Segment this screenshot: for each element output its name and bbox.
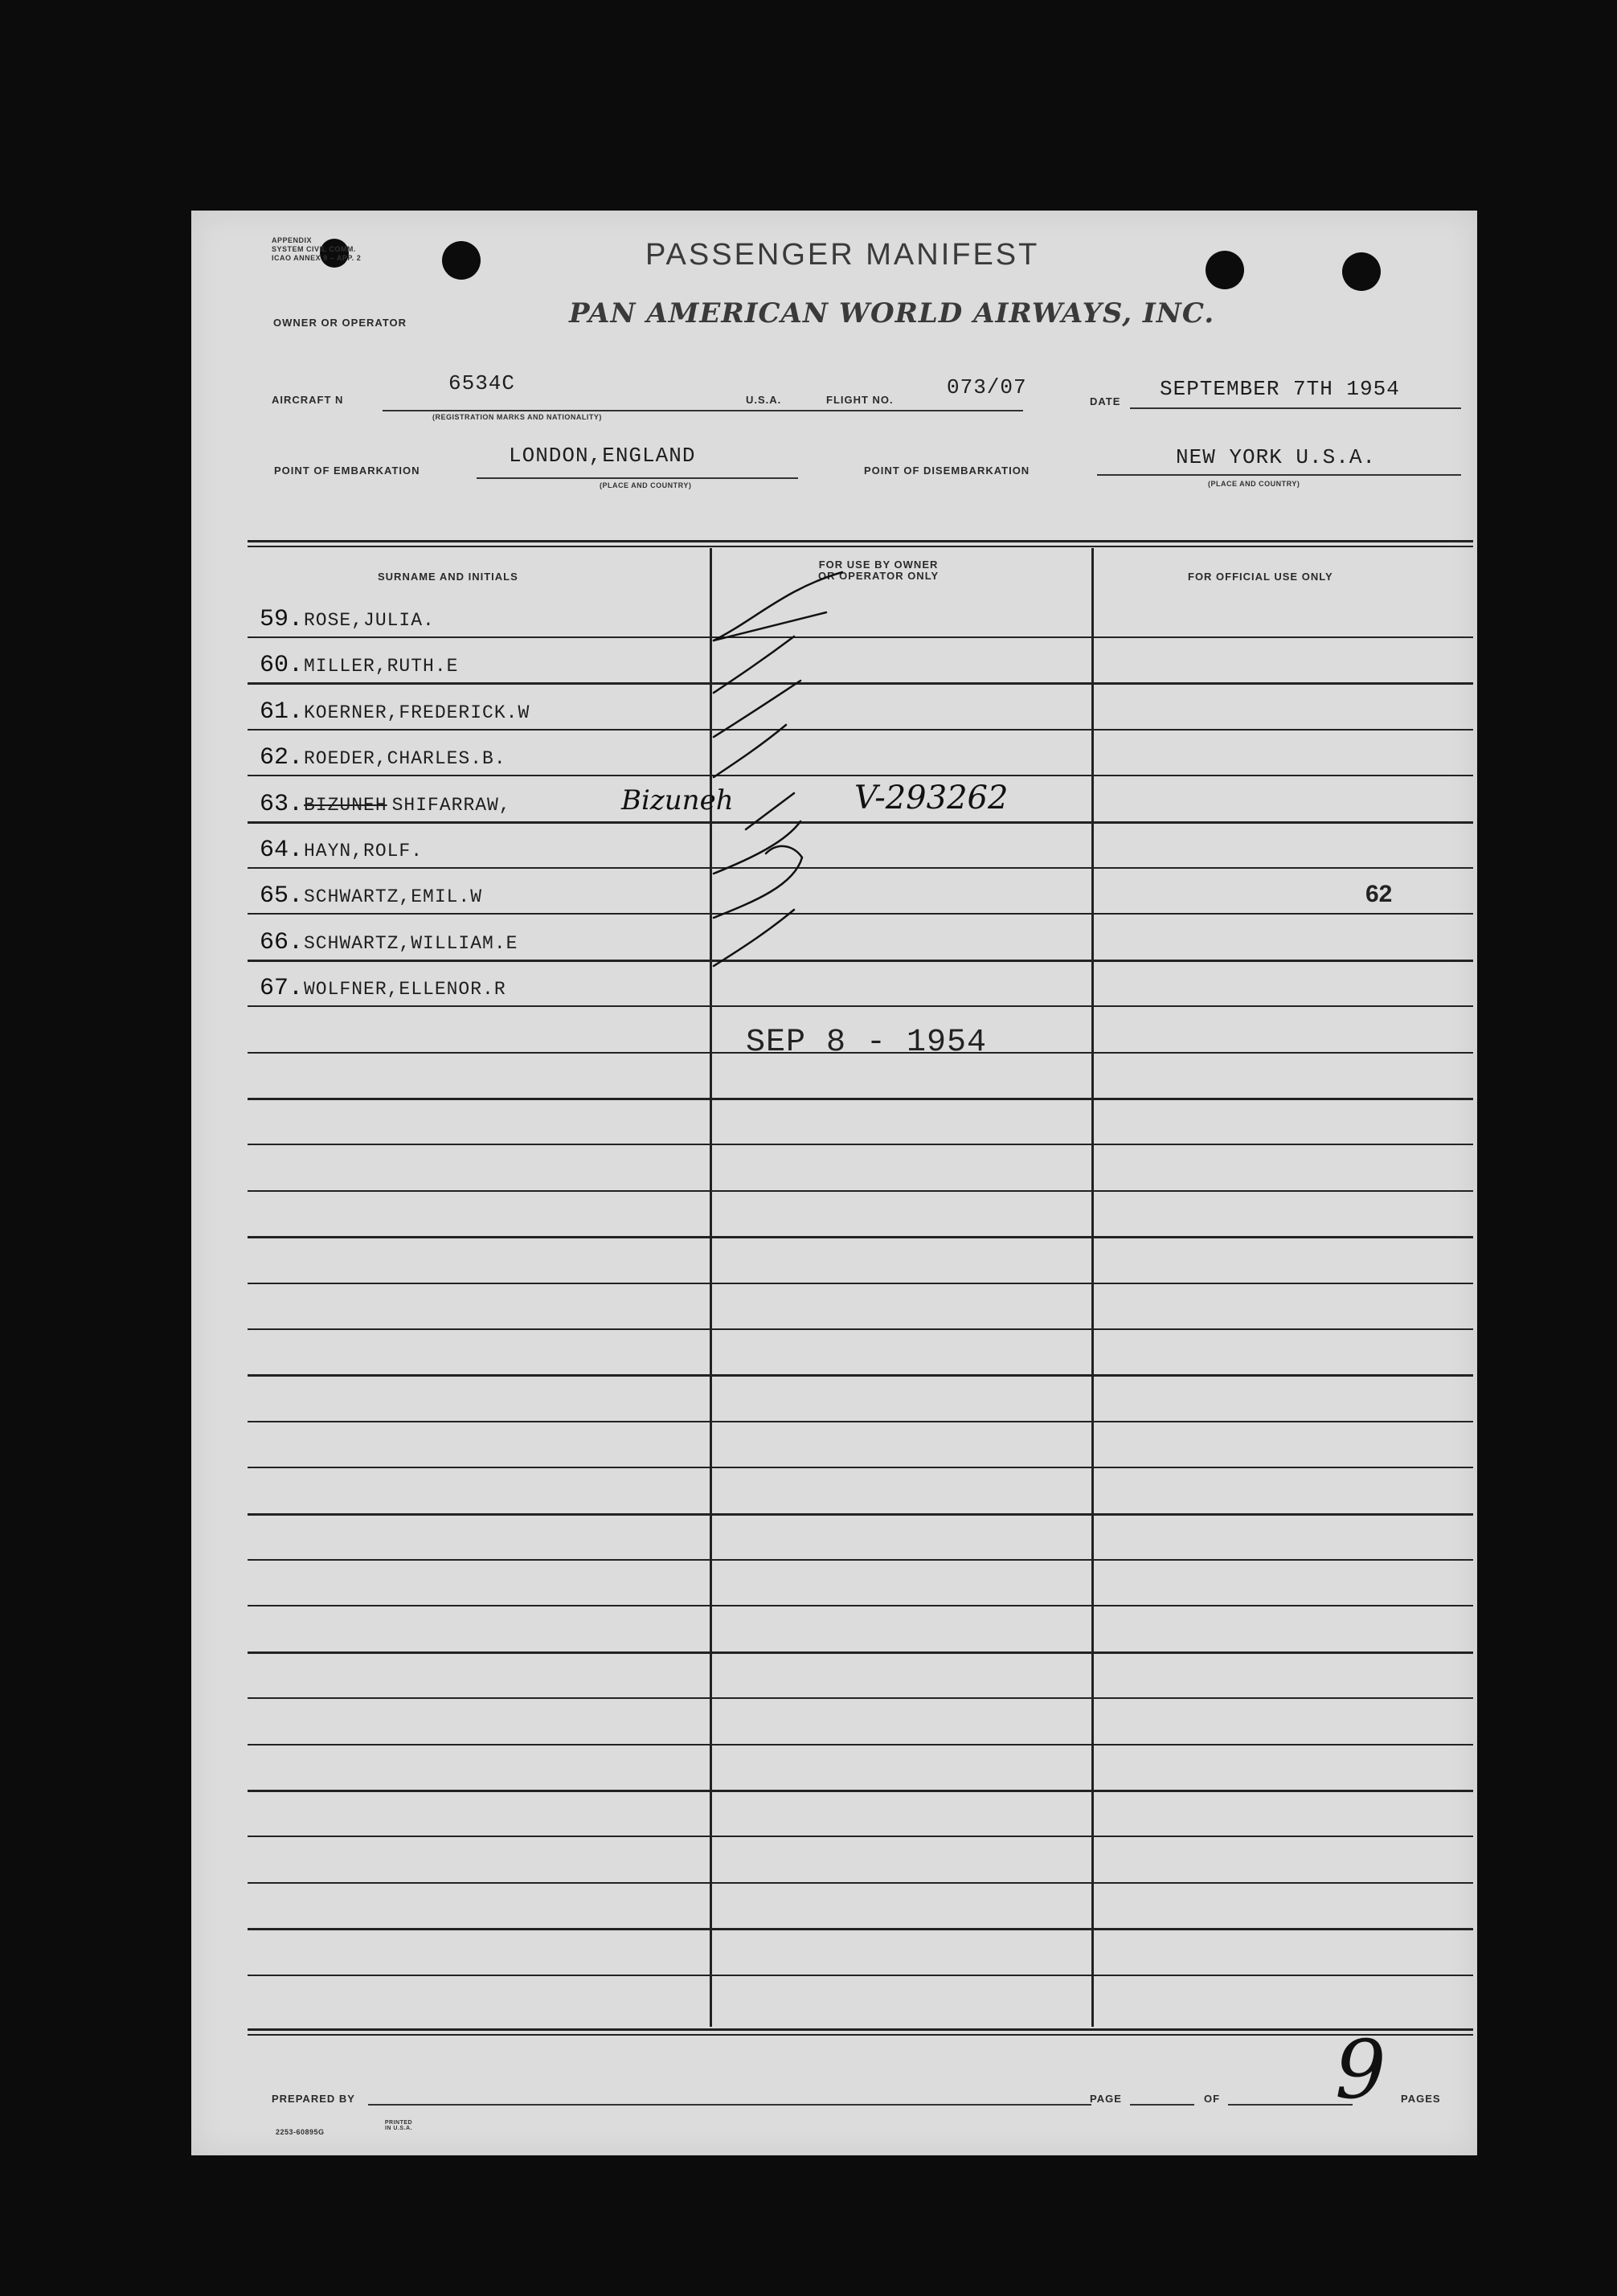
punch-hole [1342, 252, 1381, 291]
page-title: PASSENGER MANIFEST [645, 238, 1040, 272]
row-rule [248, 1144, 1473, 1145]
of-label: OF [1204, 2093, 1221, 2105]
embark-note: (PLACE AND COUNTRY) [600, 481, 692, 489]
row-rule [248, 1975, 1473, 1976]
row-rule [248, 1190, 1473, 1192]
row-number: 60. [260, 652, 304, 680]
form-number: 2253-60895G [276, 2128, 325, 2136]
official-mark: 62 [1365, 881, 1393, 908]
row-number: 66. [260, 928, 304, 956]
flight-value: 073/07 [947, 375, 1027, 399]
aircraft-label: AIRCRAFT N [272, 394, 344, 406]
prepared-by-label: PREPARED BY [272, 2093, 355, 2105]
row-rule [248, 1836, 1473, 1837]
underline [368, 2104, 1091, 2106]
row-number: 67. [260, 975, 304, 1003]
row-rule [248, 1283, 1473, 1284]
punch-hole [1206, 251, 1244, 289]
row-number: 64. [260, 837, 304, 864]
column-header-owner: FOR USE BY OWNER OR OPERATOR ONLY [818, 559, 939, 582]
row-number: 63. [260, 790, 304, 818]
passenger-name: SCHWARTZ,WILLIAM.E [304, 932, 518, 954]
row-rule [248, 1697, 1473, 1699]
row-number: 62. [260, 744, 304, 772]
flight-label: FLIGHT NO. [826, 394, 894, 406]
disembark-value: NEW YORK U.S.A. [1176, 445, 1377, 469]
row-number: 59. [260, 606, 304, 633]
aircraft-value: 6534C [448, 371, 516, 395]
row-rule [248, 1605, 1473, 1606]
embark-value: LONDON,ENGLAND [509, 444, 696, 468]
underline [477, 477, 798, 479]
row-rule [248, 1928, 1473, 1930]
row-rule [248, 1559, 1473, 1561]
country-label: U.S.A. [746, 394, 782, 406]
punch-hole [442, 241, 481, 280]
disembark-note: (PLACE AND COUNTRY) [1208, 480, 1300, 488]
printed-mark: PRINTED IN U.S.A. [384, 2120, 413, 2131]
underline [919, 410, 1023, 411]
row-rule [248, 1882, 1473, 1884]
table-bottom-rule [248, 2028, 1473, 2031]
row-rule [248, 1236, 1473, 1238]
row-rule [248, 1651, 1473, 1654]
column-header-official: FOR OFFICIAL USE ONLY [1188, 571, 1333, 583]
underline [1228, 2104, 1353, 2106]
check-mark [714, 572, 842, 641]
date-label: DATE [1090, 395, 1121, 407]
passenger-name: ROSE,JULIA. [304, 610, 435, 631]
table-bottom-rule [248, 2034, 1473, 2036]
passenger-name: SCHWARTZ,EMIL.W [304, 886, 483, 908]
row-rule [248, 1744, 1473, 1746]
date-value: SEPTEMBER 7TH 1954 [1160, 377, 1400, 401]
passenger-name: ROEDER,CHARLES.B. [304, 748, 506, 770]
row-number: 61. [260, 698, 304, 726]
airline-name: PAN AMERICAN WORLD AIRWAYS, INC. [569, 297, 1215, 329]
table-top-rule [248, 540, 1473, 542]
underline [1130, 407, 1461, 409]
row-rule [248, 1328, 1473, 1330]
row-rule [248, 1421, 1473, 1422]
row-rule [248, 1513, 1473, 1516]
row-number: 65. [260, 882, 304, 911]
underline [383, 410, 929, 411]
pages-label: PAGES [1401, 2093, 1441, 2105]
registration-note: (REGISTRATION MARKS AND NATIONALITY) [432, 413, 602, 421]
handwritten-surname: Bizuneh [621, 784, 734, 816]
check-mark [714, 846, 802, 918]
table-top-rule [248, 546, 1473, 547]
passenger-name: SHIFARRAW, [391, 794, 511, 816]
row-rule [248, 1467, 1473, 1468]
passenger-name: HAYN,ROLF. [304, 841, 424, 862]
underline [1097, 474, 1461, 476]
embark-label: POINT OF EMBARKATION [274, 465, 420, 477]
row-rule [248, 1790, 1473, 1792]
underline [1130, 2104, 1194, 2106]
owner-label: OWNER OR OPERATOR [273, 317, 407, 329]
passenger-name: WOLFNER,ELLENOR.R [304, 979, 506, 1001]
check-mark [714, 681, 800, 737]
struck-surname: BIZUNEH [304, 794, 387, 816]
page-count-handwritten: 9 [1335, 2023, 1386, 2117]
check-mark [714, 612, 826, 641]
row-rule [248, 1374, 1473, 1377]
disembark-label: POINT OF DISEMBARKATION [864, 465, 1030, 477]
passenger-name: KOERNER,FREDERICK.W [304, 702, 530, 723]
page-label: PAGE [1090, 2093, 1122, 2105]
row-rule [248, 1005, 1473, 1007]
handwritten-note: V-293262 [854, 779, 1009, 816]
date-stamp: SEP 8 - 1954 [746, 1025, 988, 1061]
check-marks [706, 564, 866, 982]
form-reference: APPENDIX SYSTEM CIVIL COMM. ICAO ANNEX 9 – APP. 2 [272, 236, 362, 262]
check-mark [714, 636, 794, 693]
check-mark [746, 793, 794, 829]
check-mark [714, 910, 794, 966]
column-header-surname: SURNAME AND INITIALS [378, 571, 518, 583]
passenger-name: MILLER,RUTH.E [304, 656, 459, 677]
manifest-page [191, 211, 1477, 2155]
row-rule [248, 1098, 1473, 1100]
check-mark [714, 725, 786, 777]
